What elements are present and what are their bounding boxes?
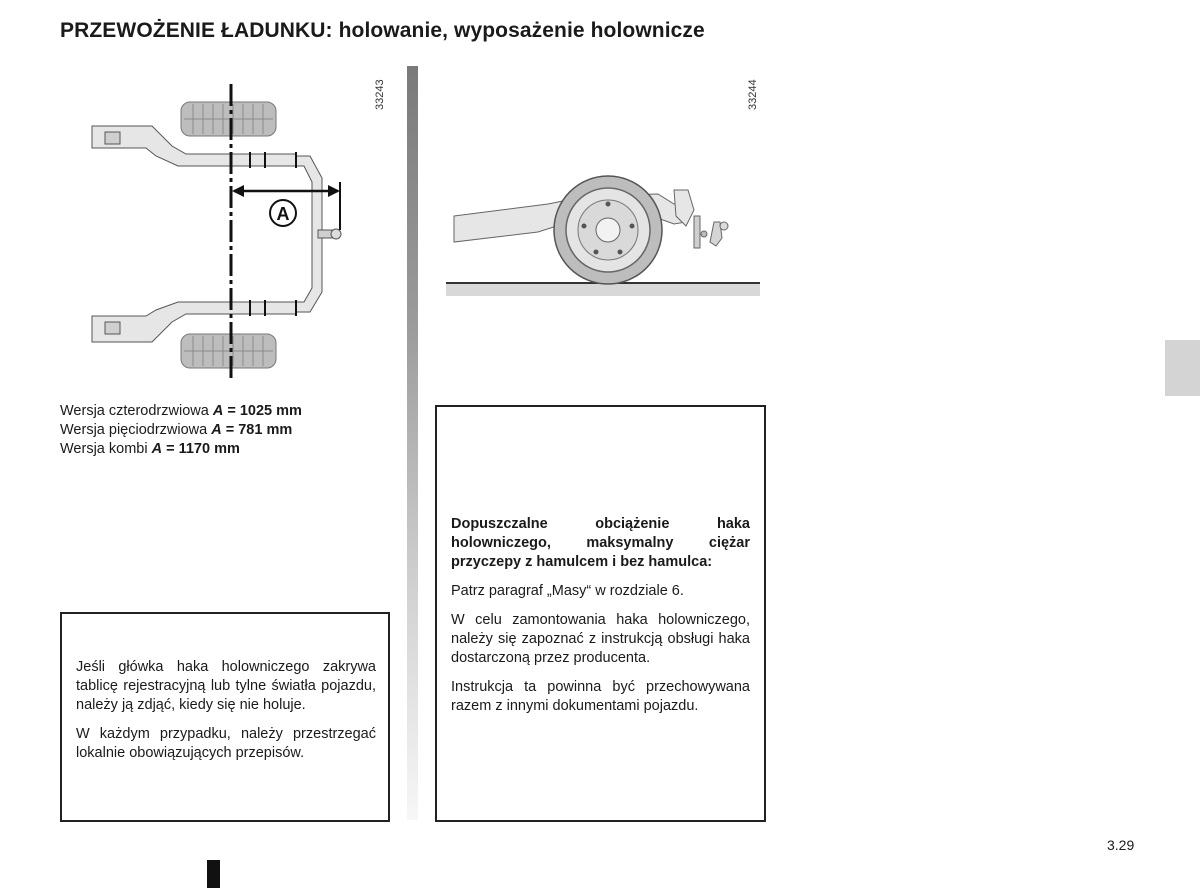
note-heading: Dopuszczalne obciążenie haka holowniczego, maksymalny ciężar przyczepy z hamulcem i bez hamulca: bbox=[451, 516, 750, 570]
note-paragraph: W każdym przypadku, należy przestrzegać lokalnie obowiązujących przepisów. bbox=[76, 726, 376, 761]
tire-bottom bbox=[181, 334, 276, 368]
figure-code-right: 33244 bbox=[747, 79, 759, 110]
page-number: 3.29 bbox=[1107, 837, 1135, 853]
tow-hitch-top-view-figure bbox=[60, 66, 390, 386]
note-paragraph: Instrukcja ta powinna być przechowywana razem z innymi dokumentami pojazdu. bbox=[451, 679, 750, 714]
note-paragraph: Jeśli główka haka holowniczego zakrywa tablicę rejestracyjną lub tylne światła pojazdu, należy ją zdjąć, kiedy się nie holuje. bbox=[76, 659, 376, 713]
dimension-a-text: A bbox=[276, 204, 290, 224]
wheel bbox=[554, 176, 662, 284]
dimension-a-label bbox=[270, 200, 296, 226]
note-box-tow-ball bbox=[60, 612, 390, 822]
version-line-five-door: Wersja pięciodrzwiowa A = 781 mm bbox=[60, 422, 293, 438]
page-marker-bar bbox=[207, 860, 220, 888]
column-divider bbox=[407, 66, 418, 820]
version-dimensions bbox=[60, 402, 302, 459]
figure-code-left: 33243 bbox=[374, 79, 386, 110]
note-box-permitted-load bbox=[435, 405, 766, 822]
note-paragraph: Patrz paragraf „Masy“ w rozdziale 6. bbox=[451, 583, 684, 599]
tow-hitch-side-view-figure bbox=[438, 66, 768, 306]
chapter-tab bbox=[1165, 340, 1200, 396]
version-line-four-door: Wersja czterodrzwiowa A = 1025 mm bbox=[60, 403, 302, 419]
tire-top bbox=[181, 102, 276, 136]
page-title: PRZEWOŻENIE ŁADUNKU: holowanie, wyposażenie holownicze bbox=[60, 19, 705, 42]
note-paragraph: W celu zamontowania haka holowniczego, należy się zapoznać z instrukcją obsługi haka dostarczoną przez producenta. bbox=[451, 612, 750, 666]
version-line-estate: Wersja kombi A = 1170 mm bbox=[60, 441, 240, 457]
